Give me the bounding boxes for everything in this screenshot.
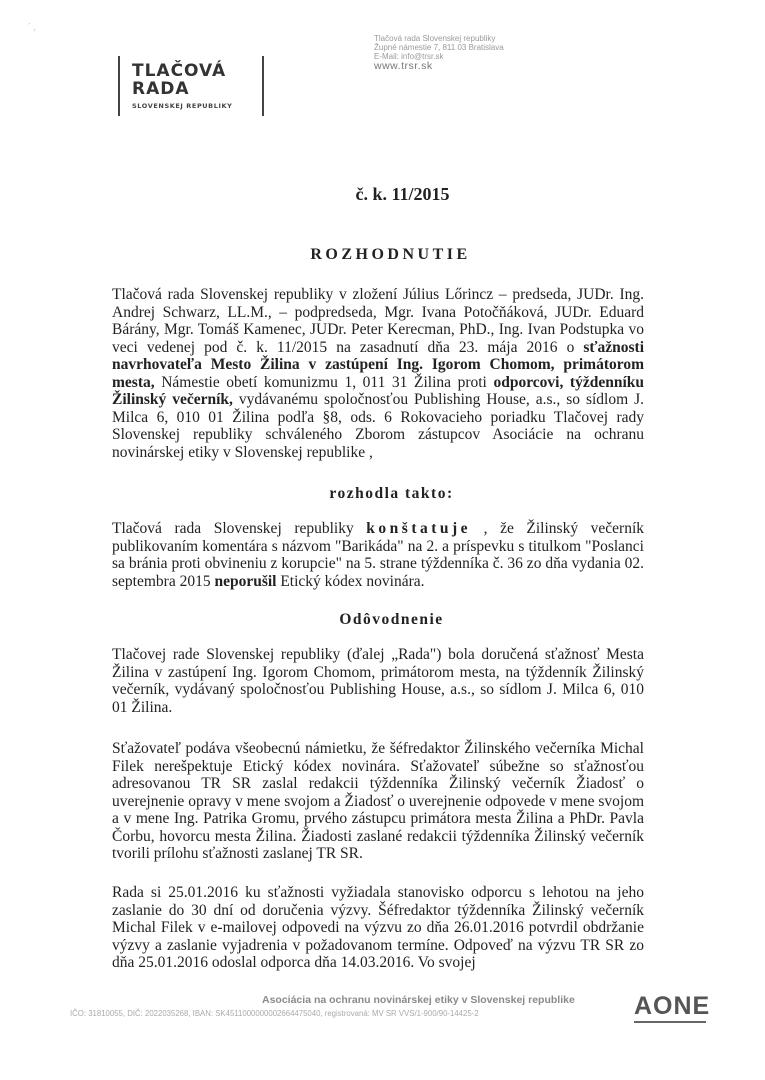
contact-block	[374, 34, 504, 71]
decided-heading: rozhodla takto:	[329, 485, 454, 502]
logo-caption: SLOVENSKEJ REPUBLIKY	[132, 102, 233, 110]
aone-logo: AONE	[634, 992, 711, 1020]
decision-paragraph	[112, 520, 644, 590]
press-council-logo	[118, 56, 264, 116]
intro-text-3: vydávanému spoločnosťou Publishing House, a.s., so sídlom J. Milca 6, 010 01 Žilina podľa §8, ods. 6 Rokovacieho poriadku Tlačovej rady Slovenskej republiky schváleného Zborom zástupcov Asociácie na ochranu novinárskej etiky v Slovenskej republike ,	[112, 391, 644, 461]
decision-text-1: Tlačová rada Slovenskej republiky	[112, 520, 367, 537]
decision-verb: konštatuje	[366, 520, 472, 537]
case-number: č. k. 11/2015	[355, 184, 450, 204]
reasoning-paragraph-3: Rada si 25.01.2016 ku sťažnosti vyžiadala stanovisko odporcu s lehotou na jeho zaslanie do 30 dní od doručenia výzvy. Šéfredaktor týždenníka Žilinský večerník Michal Filek v e-mailovej odpovedi na výzvu zo dňa 26.01.2016 potvrdil obdržanie výzvy a zaslanie vyjadrenia v požadovanom termíne. Odpoveď na výzvu TR SR zo dňa 25.01.2016 odoslal odporca dňa 14.03.2016. Vo svojej	[112, 884, 644, 971]
reasoning-heading: Odôvodnenie	[339, 611, 444, 628]
intro-text-1: Tlačová rada Slovenskej republiky v zložení Július Lőrincz – predseda, JUDr. Ing. Andrej Schwarz, LL.M., – podpredseda, Mgr. Ivana Potočňáková, JUDr. Eduard Bárány, Mgr. Tomáš Kamenec, JUDr. Peter Kerecman, PhD., Ing. Ivan Podstupka vo veci vedenej pod č. k. 11/2015 na zasadnutí dňa 23. mája 2016 o	[112, 286, 644, 356]
intro-bold-1: sťažnosti navrhovateľa Mesto Žilina v zastúpení Ing. Igorom Chomom, primátorom mesta,	[112, 338, 644, 391]
intro-paragraph	[112, 286, 644, 461]
aone-logo-underline	[634, 1021, 706, 1023]
contact-name: Tlačová rada Slovenskej republiky	[374, 34, 496, 43]
scan-mark: ´ ,	[28, 22, 36, 32]
decision-text-2: , že Žilinský večerník publikovaním komentára s názvom "Barikáda" na 2. a príspevku s titulkom "Poslanci sa bránia proti obvineniu z korupcie" na 5. strane týždenníka č. 36 zo dňa vydania 02. septembra 2015	[112, 520, 644, 590]
decision-text-3: Etický kódex novinára.	[276, 572, 425, 590]
intro-text-2: Námestie obetí komunizmu 1, 011 31 Žilina proti	[154, 373, 494, 391]
document-title: ROZHODNUTIE	[310, 246, 471, 263]
footer-association: Asociácia na ochranu novinárskej etiky v Slovenskej republike	[262, 994, 575, 1006]
contact-address: Župné námestie 7, 811 03 Bratislava	[374, 43, 504, 52]
reasoning-paragraph-1: Tlačovej rade Slovenskej republiky (ďalej „Rada") bola doručená sťažnosť Mesta Žilina v zastúpení Ing. Igorom Chomom, primátorom mesta, na týždenník Žilinský večerník, vydávaný spoločnosťou Publishing House, a.s., so sídlom J. Milca 6, 010 01 Žilina.	[112, 646, 644, 716]
intro-bold-2: odporcovi, týždenníku Žilinský večerník,	[112, 373, 645, 408]
contact-email: E-Mail: info@trsr.sk	[374, 52, 444, 61]
decision-verdict: neporušil	[214, 572, 277, 590]
footer-registration: IČO: 31810055, DIČ: 2022035268, IBAN: SK4511000000002664475040, registrovaná: MV SR VVS/1-900/90-14425-2	[70, 1009, 479, 1018]
reasoning-paragraph-2: Sťažovateľ podáva všeobecnú námietku, že šéfredaktor Žilinského večerníka Michal Filek nerešpektuje Etický kódex novinára. Sťažovateľ súbežne so sťažnosťou adresovanou TR SR zaslal redakcii týždenníka Žilinský večerník Žiadosť o uverejnenie opravy v mene svojom a Žiadosť o uverejnenie odpovede v mene svojom a v mene Ing. Patrika Gromu, prvého zástupcu primátora mesta Žilina a PhDr. Pavla Čorbu, hovorcu mesta Žilina. Žiadosti zaslané redakcii týždenníka Žilinský večerník tvorili prílohu sťažnosti zaslanej TR SR.	[112, 740, 644, 862]
logo-subtitle: RADA	[132, 79, 190, 99]
contact-web: www.trsr.sk	[374, 60, 433, 72]
logo-title: TLAČOVÁ	[132, 61, 227, 81]
